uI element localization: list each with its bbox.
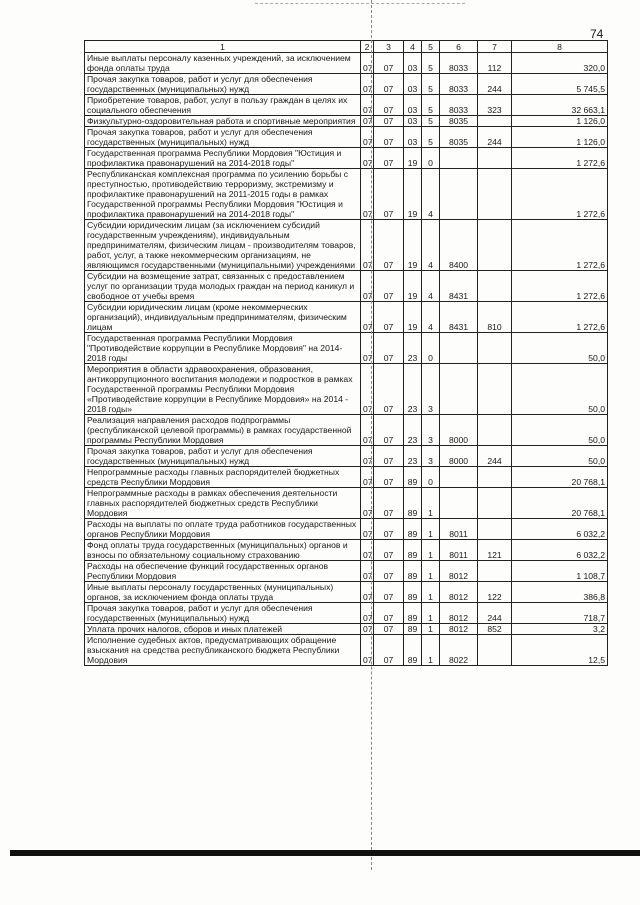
row-amount: 5 745,5 — [512, 74, 608, 95]
row-subsection: 07 — [374, 488, 404, 519]
row-expense-type — [478, 333, 512, 364]
table-row — [85, 519, 608, 540]
table-row — [85, 127, 608, 148]
row-subsection: 07 — [374, 271, 404, 302]
row-name: Субсидии на возмещение затрат, связанных с предоставлением услуг по организации труда молодых граждан на период каникул и свободное от учебы время — [85, 271, 361, 302]
row-amount: 3,2 — [512, 624, 608, 635]
header-col-6: 6 — [440, 41, 478, 53]
row-amount: 32 663,1 — [512, 95, 608, 116]
row-subprogram: 5 — [422, 74, 440, 95]
row-direction — [440, 467, 478, 488]
header-col-3: 3 — [374, 41, 404, 53]
row-subprogram: 1 — [422, 540, 440, 561]
row-amount: 386,8 — [512, 582, 608, 603]
row-amount: 718,7 — [512, 603, 608, 624]
table-row — [85, 302, 608, 333]
row-direction — [440, 364, 478, 415]
row-subsection: 07 — [374, 519, 404, 540]
row-amount: 1 272,6 — [512, 169, 608, 220]
row-expense-type — [478, 271, 512, 302]
row-subsection: 07 — [374, 116, 404, 127]
row-amount: 12,5 — [512, 635, 608, 666]
row-program: 03 — [404, 74, 422, 95]
table-row — [85, 74, 608, 95]
row-program: 89 — [404, 561, 422, 582]
row-name: Физкультурно-оздоровительная работа и спортивные мероприятия — [85, 116, 361, 127]
row-section: 07 — [361, 561, 374, 582]
row-name: Уплата прочих налогов, сборов и иных платежей — [85, 624, 361, 635]
row-name: Иные выплаты персоналу казенных учреждений, за исключением фонда оплаты труда — [85, 53, 361, 74]
row-expense-type — [478, 364, 512, 415]
header-col-4: 4 — [404, 41, 422, 53]
table-row — [85, 220, 608, 271]
row-subsection: 07 — [374, 635, 404, 666]
table-row — [85, 116, 608, 127]
table-row — [85, 271, 608, 302]
table-row — [85, 446, 608, 467]
row-subprogram: 0 — [422, 148, 440, 169]
row-amount: 20 768,1 — [512, 467, 608, 488]
row-section: 07 — [361, 74, 374, 95]
row-name: Непрограммные расходы главных распорядителей бюджетных средств Республики Мордовия — [85, 467, 361, 488]
row-expense-type: 323 — [478, 95, 512, 116]
row-expense-type: 244 — [478, 446, 512, 467]
row-name: Прочая закупка товаров, работ и услуг для обеспечения государственных (муниципальных) нужд — [85, 74, 361, 95]
header-col-5: 5 — [422, 41, 440, 53]
row-section: 07 — [361, 220, 374, 271]
row-subsection: 07 — [374, 561, 404, 582]
row-name: Реализация направления расходов подпрограммы (республиканской целевой программы) в рамках государственной программы Республики Мордовия — [85, 415, 361, 446]
row-program: 19 — [404, 302, 422, 333]
row-amount: 6 032,2 — [512, 540, 608, 561]
row-name: Мероприятия в области здравоохранения, образования, антикоррупционного воспитания молодежи и подростков в рамках Государственной программы Республики Мордовия «Противодействие коррупции в Республике Мордовия» на 2014 - 2018 годы» — [85, 364, 361, 415]
row-section: 07 — [361, 95, 374, 116]
table-row — [85, 624, 608, 635]
table-row — [85, 333, 608, 364]
row-expense-type — [478, 488, 512, 519]
row-subsection: 07 — [374, 415, 404, 446]
row-direction: 8431 — [440, 302, 478, 333]
header-col-8: 8 — [512, 41, 608, 53]
row-expense-type: 112 — [478, 53, 512, 74]
bottom-bar — [10, 850, 640, 856]
row-subprogram: 4 — [422, 220, 440, 271]
row-expense-type — [478, 169, 512, 220]
row-name: Государственная программа Республики Мордовия "Противодействие коррупции в Республике Мордовия" на 2014-2018 годы — [85, 333, 361, 364]
row-direction: 8033 — [440, 53, 478, 74]
row-expense-type — [478, 635, 512, 666]
row-amount: 6 032,2 — [512, 519, 608, 540]
row-amount: 1 272,6 — [512, 302, 608, 333]
row-subsection: 07 — [374, 148, 404, 169]
table-row — [85, 582, 608, 603]
row-direction: 8012 — [440, 561, 478, 582]
row-section: 07 — [361, 415, 374, 446]
row-program: 03 — [404, 127, 422, 148]
row-expense-type: 244 — [478, 74, 512, 95]
row-section: 07 — [361, 488, 374, 519]
row-subprogram: 4 — [422, 271, 440, 302]
budget-table — [84, 40, 608, 666]
row-subsection: 07 — [374, 74, 404, 95]
row-amount: 1 126,0 — [512, 116, 608, 127]
row-section: 07 — [361, 148, 374, 169]
row-section: 07 — [361, 333, 374, 364]
row-subprogram: 4 — [422, 169, 440, 220]
row-program: 19 — [404, 220, 422, 271]
row-name: Приобретение товаров, работ, услуг в пользу граждан в целях их социального обеспечения — [85, 95, 361, 116]
row-amount: 50,0 — [512, 333, 608, 364]
row-program: 19 — [404, 148, 422, 169]
row-direction — [440, 148, 478, 169]
table-row — [85, 415, 608, 446]
row-subprogram: 1 — [422, 624, 440, 635]
row-expense-type — [478, 148, 512, 169]
row-subsection: 07 — [374, 333, 404, 364]
row-program: 89 — [404, 603, 422, 624]
row-program: 23 — [404, 446, 422, 467]
row-expense-type: 121 — [478, 540, 512, 561]
row-program: 89 — [404, 467, 422, 488]
fold-line — [371, 0, 372, 870]
row-direction — [440, 333, 478, 364]
row-program: 19 — [404, 271, 422, 302]
row-program: 89 — [404, 540, 422, 561]
row-amount: 1 126,0 — [512, 127, 608, 148]
table-row — [85, 488, 608, 519]
row-section: 07 — [361, 302, 374, 333]
row-subprogram: 4 — [422, 302, 440, 333]
header-col-7: 7 — [478, 41, 512, 53]
row-expense-type: 810 — [478, 302, 512, 333]
row-subsection: 07 — [374, 220, 404, 271]
row-name: Прочая закупка товаров, работ и услуг для обеспечения государственных (муниципальных) нужд — [85, 446, 361, 467]
row-amount: 1 272,6 — [512, 271, 608, 302]
row-direction: 8012 — [440, 582, 478, 603]
table-row — [85, 635, 608, 666]
table-row — [85, 95, 608, 116]
row-subsection: 07 — [374, 603, 404, 624]
row-amount: 50,0 — [512, 415, 608, 446]
row-subsection: 07 — [374, 302, 404, 333]
table-row — [85, 561, 608, 582]
row-expense-type — [478, 220, 512, 271]
row-direction: 8011 — [440, 519, 478, 540]
row-subsection: 07 — [374, 624, 404, 635]
table-row — [85, 603, 608, 624]
row-direction: 8012 — [440, 603, 478, 624]
row-program: 19 — [404, 169, 422, 220]
row-direction: 8431 — [440, 271, 478, 302]
row-subsection: 07 — [374, 467, 404, 488]
row-name: Непрограммные расходы в рамках обеспечения деятельности главных распорядителей бюджетных средств Республики Мордовия — [85, 488, 361, 519]
row-name: Прочая закупка товаров, работ и услуг для обеспечения государственных (муниципальных) нужд — [85, 603, 361, 624]
row-expense-type: 244 — [478, 603, 512, 624]
row-name: Республиканская комплексная программа по усилению борьбы с преступностью, противодействию терроризму, экстремизму и профилактике правонарушений на 2011-2015 годы в рамках Государственной программы Республики Мордовия "Юстиция и профилактика правонарушений на 2014-2018 годы" — [85, 169, 361, 220]
row-subsection: 07 — [374, 364, 404, 415]
row-direction: 8012 — [440, 624, 478, 635]
header-col-2: 2 — [361, 41, 374, 53]
row-subprogram: 5 — [422, 127, 440, 148]
row-direction: 8400 — [440, 220, 478, 271]
row-subprogram: 1 — [422, 635, 440, 666]
row-amount: 1 272,6 — [512, 220, 608, 271]
row-direction: 8011 — [440, 540, 478, 561]
row-subprogram: 3 — [422, 446, 440, 467]
row-amount: 1 108,7 — [512, 561, 608, 582]
row-section: 07 — [361, 53, 374, 74]
row-direction: 8033 — [440, 95, 478, 116]
row-name: Субсидии юридическим лицам (за исключением субсидий государственным учреждениям), индивидуальным предпринимателям, физическим лицам - производителям товаров, работ, услуг, а также некоммерческим организациям, не являющимся государственными (муниципальными) учреждениями — [85, 220, 361, 271]
row-amount: 50,0 — [512, 446, 608, 467]
row-subsection: 07 — [374, 95, 404, 116]
row-direction — [440, 488, 478, 519]
row-direction: 8035 — [440, 116, 478, 127]
table-row — [85, 364, 608, 415]
row-name: Расходы на выплаты по оплате труда работников государственных органов Республики Мордовия — [85, 519, 361, 540]
row-program: 23 — [404, 415, 422, 446]
row-amount: 320,0 — [512, 53, 608, 74]
row-subprogram: 1 — [422, 488, 440, 519]
row-name: Расходы на обеспечение функций государственных органов Республики Мордовия — [85, 561, 361, 582]
header-row — [85, 41, 608, 53]
row-direction: 8000 — [440, 415, 478, 446]
row-expense-type: 122 — [478, 582, 512, 603]
row-subprogram: 1 — [422, 561, 440, 582]
row-subprogram: 5 — [422, 95, 440, 116]
row-program: 03 — [404, 116, 422, 127]
row-amount: 20 768,1 — [512, 488, 608, 519]
row-direction: 8000 — [440, 446, 478, 467]
row-section: 07 — [361, 271, 374, 302]
row-expense-type: 852 — [478, 624, 512, 635]
row-subsection: 07 — [374, 127, 404, 148]
row-program: 89 — [404, 635, 422, 666]
row-section: 07 — [361, 364, 374, 415]
row-section: 07 — [361, 540, 374, 561]
row-expense-type — [478, 561, 512, 582]
row-section: 07 — [361, 582, 374, 603]
row-program: 23 — [404, 364, 422, 415]
row-section: 07 — [361, 116, 374, 127]
row-direction: 8035 — [440, 127, 478, 148]
row-subprogram: 0 — [422, 333, 440, 364]
row-subprogram: 0 — [422, 467, 440, 488]
row-subprogram: 5 — [422, 116, 440, 127]
row-program: 03 — [404, 53, 422, 74]
row-section: 07 — [361, 624, 374, 635]
row-section: 07 — [361, 603, 374, 624]
row-name: Субсидии юридическим лицам (кроме некоммерческих организаций), индивидуальным предпринимателям, физическим лицам — [85, 302, 361, 333]
row-expense-type — [478, 467, 512, 488]
row-name: Государственная программа Республики Мордовия "Юстиция и профилактика правонарушений на 2014-2018 годы" — [85, 148, 361, 169]
table-row — [85, 53, 608, 74]
row-expense-type — [478, 415, 512, 446]
row-name: Иные выплаты персоналу государственных (муниципальных) органов, за исключением фонда оплаты труда — [85, 582, 361, 603]
row-name: Фонд оплаты труда государственных (муниципальных) органов и взносы по обязательному социальному страхованию — [85, 540, 361, 561]
row-subprogram: 3 — [422, 364, 440, 415]
row-section: 07 — [361, 467, 374, 488]
row-subsection: 07 — [374, 53, 404, 74]
row-expense-type: 244 — [478, 127, 512, 148]
row-direction — [440, 169, 478, 220]
row-section: 07 — [361, 635, 374, 666]
row-subsection: 07 — [374, 540, 404, 561]
row-subprogram: 1 — [422, 603, 440, 624]
row-program: 03 — [404, 95, 422, 116]
row-amount: 50,0 — [512, 364, 608, 415]
row-subprogram: 1 — [422, 582, 440, 603]
row-subsection: 07 — [374, 446, 404, 467]
row-subprogram: 1 — [422, 519, 440, 540]
row-subprogram: 5 — [422, 53, 440, 74]
row-section: 07 — [361, 127, 374, 148]
table-row — [85, 467, 608, 488]
row-program: 89 — [404, 624, 422, 635]
row-direction: 8033 — [440, 74, 478, 95]
row-section: 07 — [361, 519, 374, 540]
row-expense-type — [478, 116, 512, 127]
top-scan-line — [255, 3, 465, 4]
table-body — [85, 53, 608, 666]
row-amount: 1 272,6 — [512, 148, 608, 169]
row-section: 07 — [361, 446, 374, 467]
header-col-1: 1 — [85, 41, 361, 53]
table-row — [85, 540, 608, 561]
page-number: 74 — [590, 27, 604, 41]
table-row — [85, 169, 608, 220]
row-name: Прочая закупка товаров, работ и услуг для обеспечения государственных (муниципальных) нужд — [85, 127, 361, 148]
row-program: 23 — [404, 333, 422, 364]
row-subsection: 07 — [374, 169, 404, 220]
row-expense-type — [478, 519, 512, 540]
row-program: 89 — [404, 582, 422, 603]
row-name: Исполнение судебных актов, предусматривающих обращение взыскания на средства республиканского бюджета Республики Мордовия — [85, 635, 361, 666]
row-subprogram: 3 — [422, 415, 440, 446]
row-program: 89 — [404, 488, 422, 519]
row-program: 89 — [404, 519, 422, 540]
row-section: 07 — [361, 169, 374, 220]
row-subsection: 07 — [374, 582, 404, 603]
table-row — [85, 148, 608, 169]
row-direction: 8022 — [440, 635, 478, 666]
